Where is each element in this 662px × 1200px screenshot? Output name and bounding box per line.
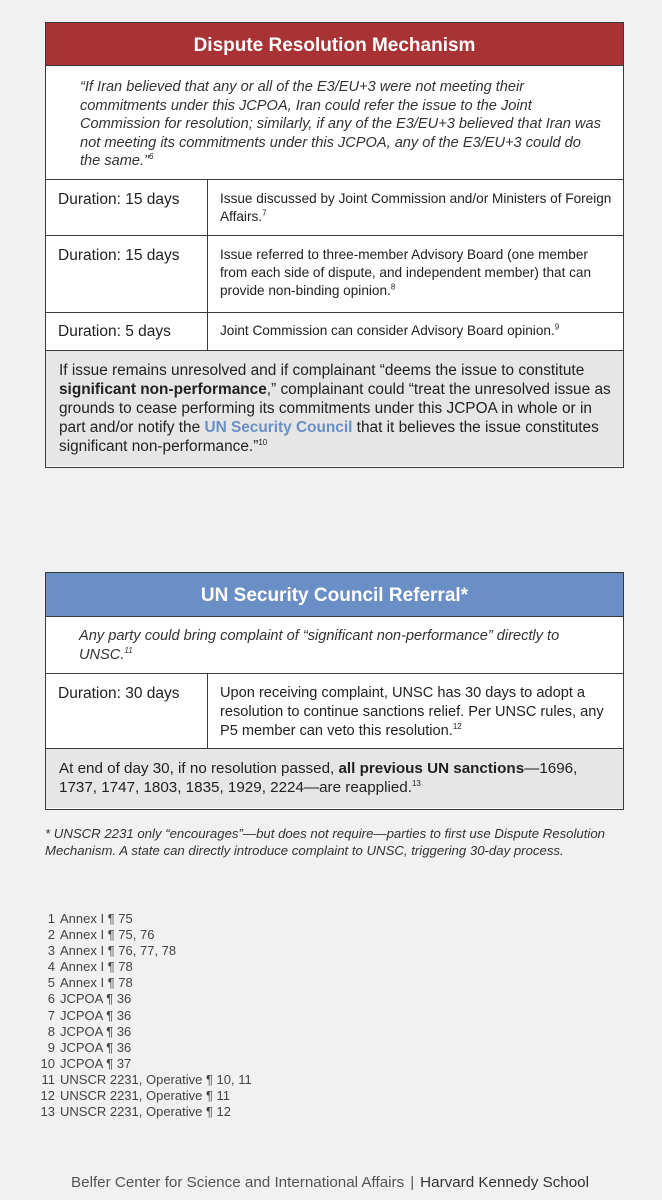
footnote-ref: 8 — [390, 282, 396, 292]
unsc-quote-ref: 11 — [124, 645, 133, 655]
endnote-item: 3 Annex I ¶ 76, 77, 78 — [47, 943, 177, 959]
unsc-outcome — [46, 749, 623, 808]
page-footer — [71, 1174, 589, 1191]
footer-school: Harvard Kennedy School — [420, 1174, 590, 1191]
endnote-item: 10 JCPOA ¶ 37 — [40, 1055, 132, 1071]
unsc-quote-text: Any party could bring complaint of “significant non-performance” directly to UNSC. — [79, 628, 560, 663]
endnote-item: 4 Annex I ¶ 78 — [47, 959, 133, 975]
description-cell — [208, 180, 623, 235]
dispute-quote-text: “If Iran believed that any or all of the E3/EU+3 were not meeting their commitments under this JCPOA, Iran could refer the issue to the Joint Commission for resolution; similarly, if any of the E3/EU+3 believed that Iran was not meeting its commitments under this JCPOA, any of the E3/EU+3 could do the same.” — [80, 79, 601, 169]
endnote-item: 5 Annex I ¶ 78 — [47, 975, 133, 991]
description-text: Issue referred to three-member Advisory Board (one member from each side of dispute, and independent member) that can provide non-binding opinion. — [220, 247, 592, 298]
description-cell — [208, 313, 623, 350]
unsc-row-1 — [46, 674, 623, 749]
unsc-quote — [46, 617, 623, 674]
description-text: Joint Commission can consider Advisory Board opinion. — [220, 323, 555, 338]
duration-cell: Duration: 5 days — [46, 313, 208, 350]
duration-cell: Duration: 15 days — [46, 180, 208, 235]
outcome-text: ,” complainant could “treat the unresolved issue as grounds to cease performing its commitments under this JCPOA in whole or in part and/or notify the — [59, 381, 611, 436]
endnote-item: 1 Annex I ¶ 75 — [47, 911, 133, 926]
dispute-row-2 — [46, 236, 623, 313]
dispute-resolution-box — [45, 22, 624, 468]
footnote-ref: 13 — [411, 778, 421, 788]
outcome-text: that it believes the issue constitutes significant non-performance.” — [59, 419, 599, 455]
outcome-bold-term: all previous UN sanctions — [338, 760, 525, 777]
footer-org: Belfer Center for Science and International Affairs — [71, 1174, 405, 1191]
unsc-referral-box — [45, 572, 624, 810]
dispute-row-3 — [46, 313, 623, 351]
asterisk-note: * UNSCR 2231 only “encourages”—but does not require—parties to first use Dispute Resolution Mechanism. A state can directly introduce complaint to UNSC, triggering 30-day process. — [45, 826, 606, 858]
footnote-ref: 7 — [262, 208, 267, 218]
footnote-ref: 10 — [258, 437, 268, 447]
dispute-row-1 — [46, 180, 623, 236]
outcome-bold-term: significant non-performance — [59, 381, 267, 398]
description-text: Upon receiving complaint, UNSC has 30 days to adopt a resolution to continue sanctions relief. Per UNSC rules, any P5 member can veto this resolution. — [220, 685, 604, 739]
unsc-title: UN Security Council Referral* — [46, 573, 623, 617]
footer-separator: | — [410, 1174, 415, 1191]
footnote-ref: 9 — [554, 322, 560, 332]
endnote-item: 2 Annex I ¶ 75, 76 — [47, 927, 155, 943]
duration-cell: Duration: 30 days — [46, 674, 208, 748]
outcome-text: At end of day 30, if no resolution passed, — [59, 760, 339, 777]
footnote-ref: 12 — [452, 722, 462, 732]
dispute-quote — [46, 66, 623, 180]
endnote-item: 11 UNSCR 2231, Operative ¶ 10, 11 — [41, 1071, 252, 1087]
outcome-text: If issue remains unresolved and if complainant “deems the issue to constitute — [59, 362, 585, 379]
endnote-item: 9 JCPOA ¶ 36 — [47, 1039, 132, 1055]
dispute-quote-ref: 6 — [148, 152, 154, 162]
un-security-council-link[interactable]: UN Security Council — [204, 419, 353, 436]
dispute-outcome — [46, 351, 623, 466]
endnotes-list — [30, 911, 252, 1120]
endnote-item: 7 JCPOA ¶ 36 — [47, 1007, 132, 1023]
description-cell — [208, 674, 623, 748]
description-text: Issue discussed by Joint Commission and/or Ministers of Foreign Affairs. — [220, 191, 612, 224]
endnote-item: 13 UNSCR 2231, Operative ¶ 12 — [40, 1104, 232, 1120]
endnote-item: 12 UNSCR 2231, Operative ¶ 11 — [40, 1088, 231, 1104]
duration-cell: Duration: 15 days — [46, 236, 208, 312]
dispute-title: Dispute Resolution Mechanism — [46, 23, 623, 66]
endnote-item: 8 JCPOA ¶ 36 — [47, 1023, 132, 1039]
description-cell — [208, 236, 623, 312]
endnote-item: 6 JCPOA ¶ 36 — [47, 991, 132, 1007]
outcome-text: —1696, 1737, 1747, 1803, 1835, 1929, 2224—are reapplied. — [59, 760, 578, 796]
